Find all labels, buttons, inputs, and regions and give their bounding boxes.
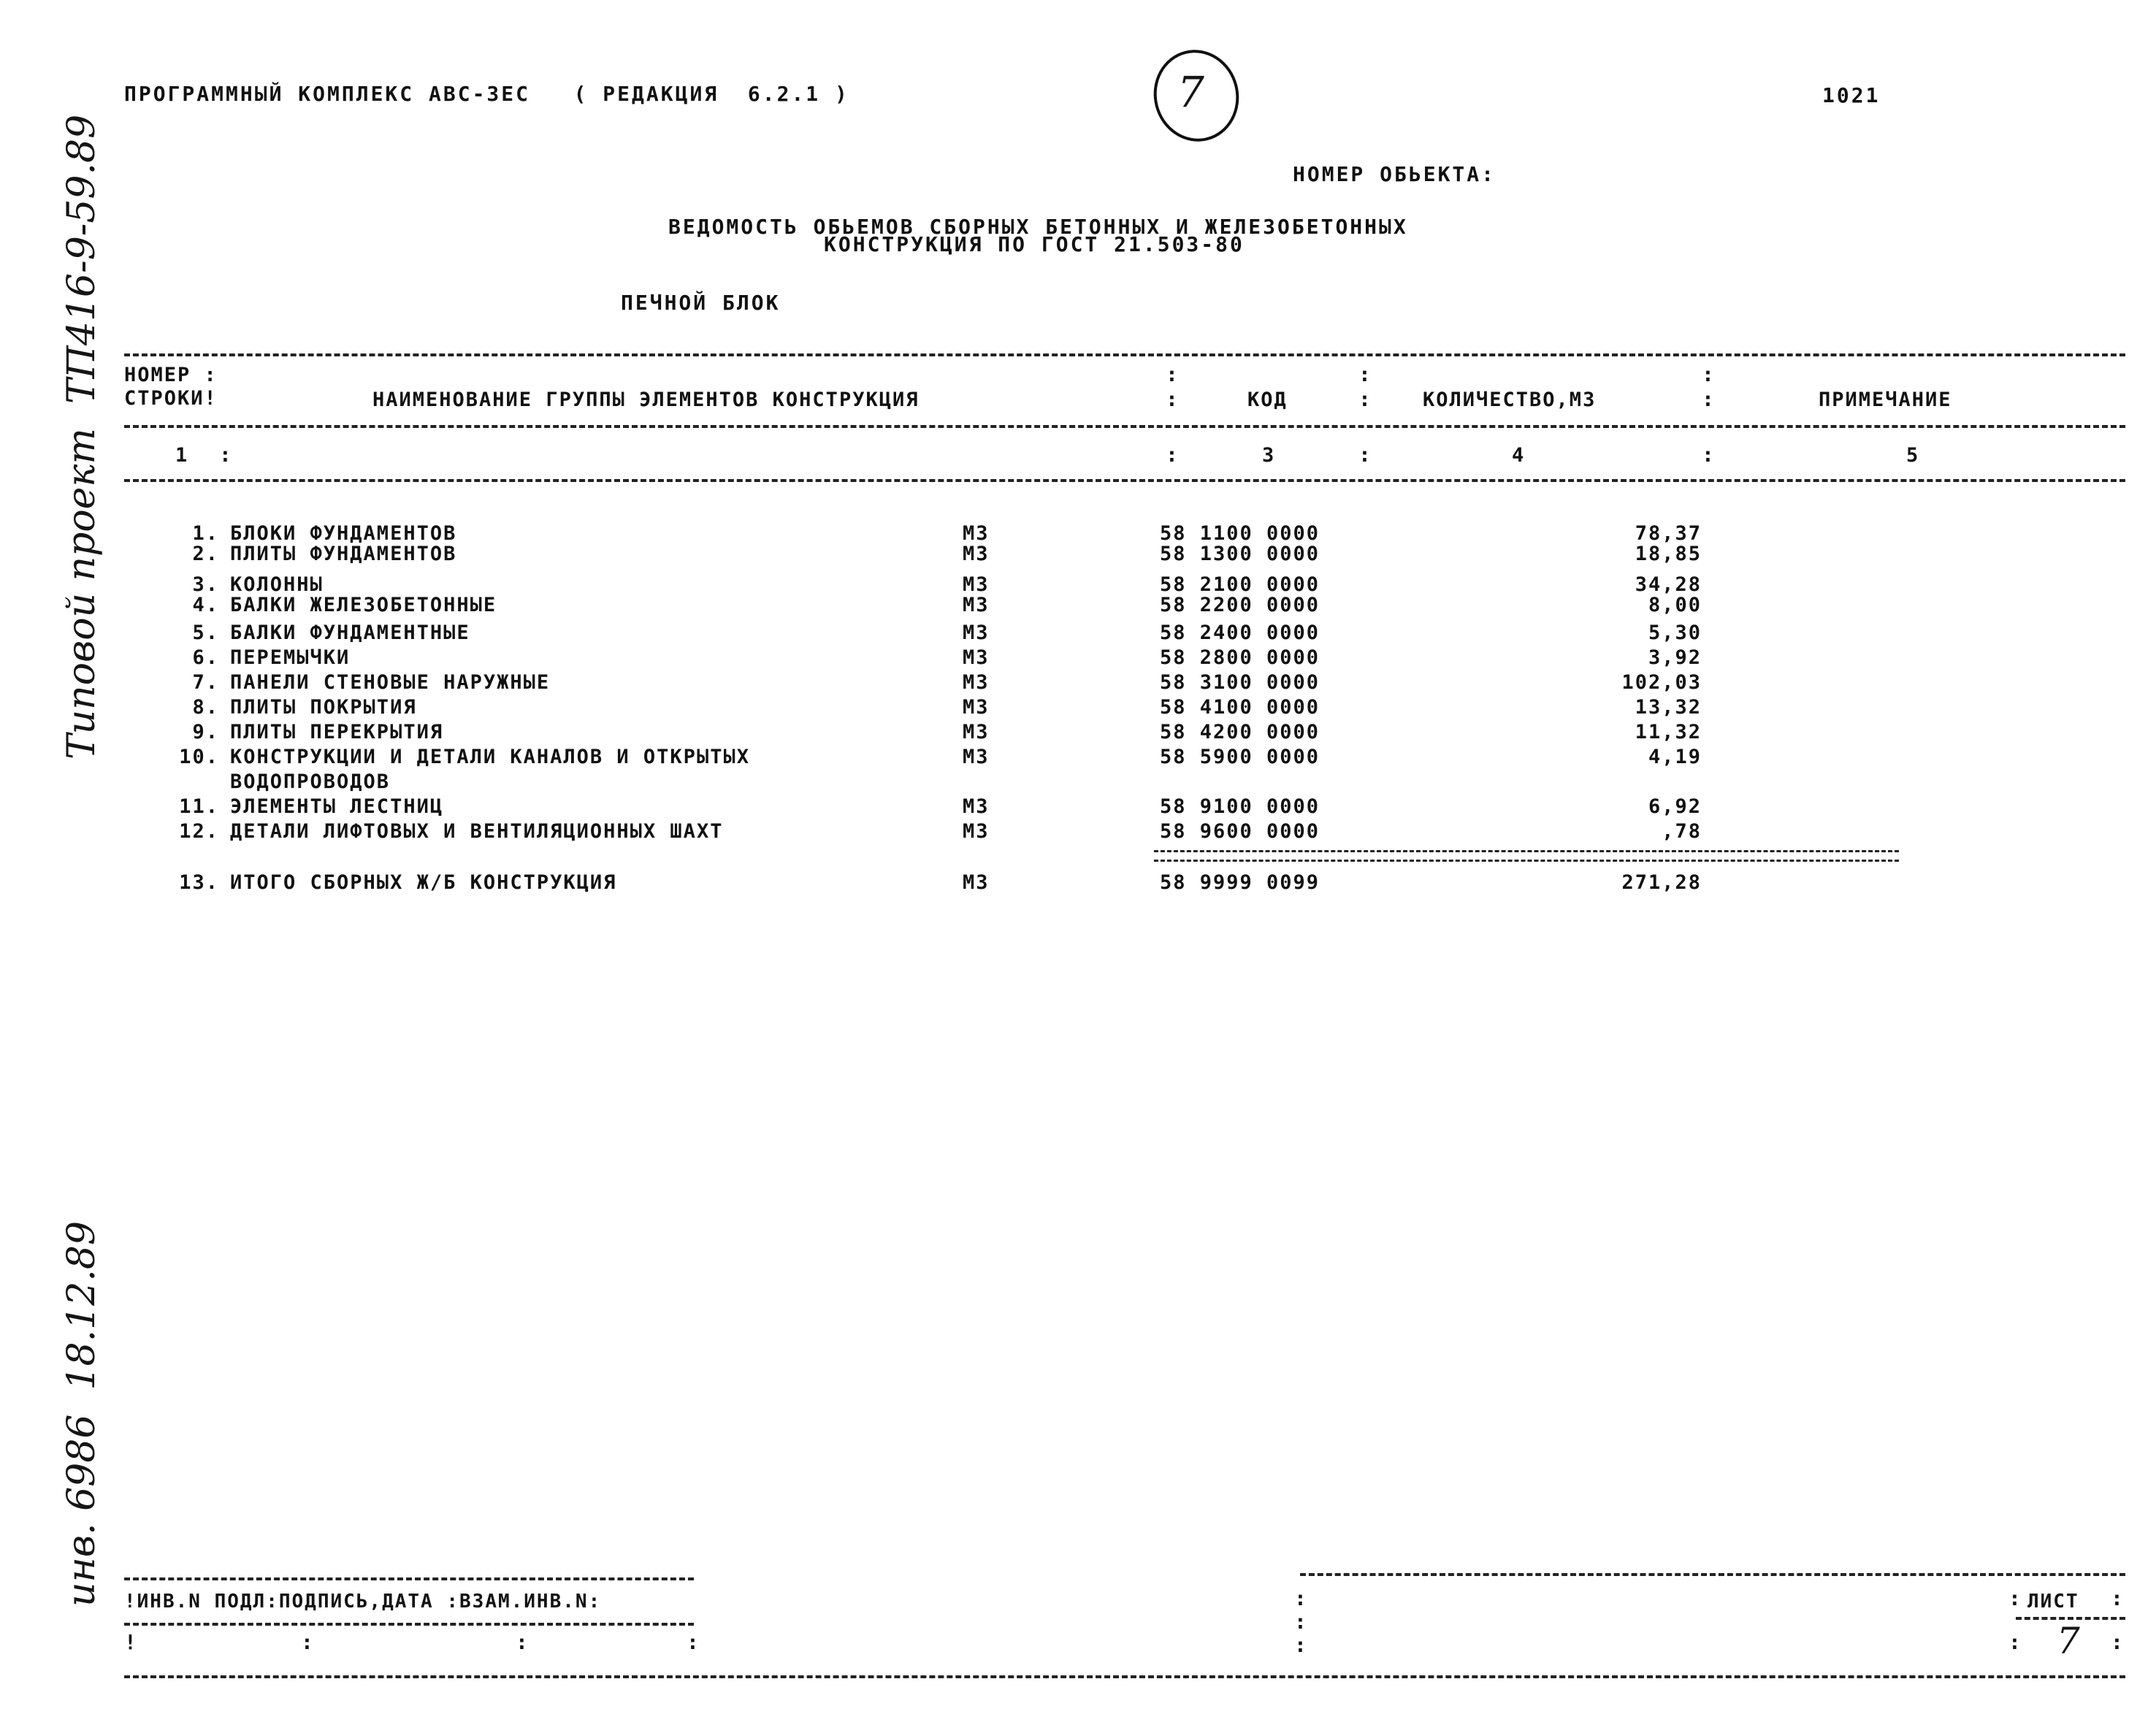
table-row	[0, 670, 2156, 695]
document-title-line1: ВЕДОМОСТЬ ОБЬЕМОВ СБОРНЫХ БЕТОННЫХ И ЖЕЛЕЗОБЕТОННЫХ	[668, 215, 1408, 239]
total-number: 13.	[179, 871, 219, 894]
row-code: 58 2400 0000	[1160, 621, 1320, 644]
row-code: 58 9100 0000	[1160, 795, 1320, 818]
row-unit: М3	[963, 820, 990, 843]
footer-separator: :	[2008, 1630, 2021, 1654]
footer-separator: :	[687, 1630, 699, 1654]
row-quantity: 34,28	[1635, 573, 1702, 596]
row-unit: М3	[963, 522, 990, 545]
table-row	[0, 795, 2156, 819]
row-unit: М3	[963, 646, 990, 669]
footer-separator: !	[124, 1630, 137, 1654]
program-header: ПРОГРАММНЫЙ КОМПЛЕКС АВС-ЗЕС ( РЕДАКЦИЯ 6.2.1 )	[124, 82, 849, 106]
row-code: 58 4200 0000	[1160, 721, 1320, 743]
sheet-number: 7	[2057, 1620, 2080, 1662]
row-unit: М3	[963, 573, 990, 596]
table-total-row	[0, 871, 2156, 895]
footer-left-top-border	[124, 1577, 694, 1580]
header-separator: :	[1358, 387, 1371, 411]
row-number: 10.	[179, 746, 219, 768]
row-number: 2.	[192, 543, 219, 565]
row-unit: М3	[963, 543, 990, 565]
row-unit: М3	[963, 696, 990, 719]
footer-separator: :	[1294, 1633, 1307, 1657]
colnum-separator: :	[1358, 443, 1371, 467]
header-name: НАИМЕНОВАНИЕ ГРУППЫ ЭЛЕМЕНТОВ КОНСТРУКЦИЯ	[372, 389, 920, 411]
row-number: 6.	[192, 646, 219, 669]
row-number: 12.	[179, 820, 219, 843]
row-number: 1.	[192, 522, 219, 545]
row-quantity: 18,85	[1635, 543, 1702, 565]
row-code: 58 2100 0000	[1160, 573, 1320, 596]
footer-separator: :	[2111, 1586, 2123, 1610]
row-name: ЭЛЕМЕНТЫ ЛЕСТНИЦ	[230, 795, 444, 818]
row-code: 58 2200 0000	[1160, 594, 1320, 616]
header-quantity: КОЛИЧЕСТВО,М3	[1423, 389, 1597, 411]
table-row	[0, 745, 2156, 770]
table-row-continuation	[0, 770, 2156, 795]
row-name-continuation: ВОДОПРОВОДОВ	[230, 770, 391, 793]
row-code: 58 4100 0000	[1160, 696, 1320, 719]
footer-separator: :	[2111, 1630, 2123, 1654]
colnum-separator: :	[1702, 443, 1714, 467]
total-quantity: 271,28	[1621, 871, 1702, 894]
row-name: БАЛКИ ФУНДАМЕНТНЫЕ	[230, 621, 470, 644]
table-row	[0, 621, 2156, 646]
row-unit: М3	[963, 746, 990, 768]
header-separator: :	[1166, 387, 1178, 411]
row-code: 58 9600 0000	[1160, 820, 1320, 843]
row-number: 11.	[179, 795, 219, 818]
row-name: КОНСТРУКЦИИ И ДЕТАЛИ КАНАЛОВ И ОТКРЫТЫХ	[230, 746, 750, 768]
colnum-separator: :	[1166, 443, 1178, 467]
row-quantity: 102,03	[1621, 671, 1702, 694]
column-number-3: 3	[1262, 444, 1276, 467]
margin-note-inventory: инв. 6986 18.12.89	[60, 1220, 104, 1607]
row-quantity: 3,92	[1648, 646, 1702, 669]
header-separator: :	[1702, 387, 1714, 411]
row-name: ПЛИТЫ ПОКРЫТИЯ	[230, 696, 417, 719]
row-quantity: 78,37	[1635, 522, 1702, 545]
total-unit: М3	[963, 871, 990, 894]
footer-separator: :	[1294, 1610, 1307, 1634]
header-row-number-line2: СТРОКИ!	[124, 387, 218, 410]
row-name: БЛОКИ ФУНДАМЕНТОВ	[230, 522, 457, 545]
table-row	[0, 720, 2156, 745]
footer-separator: :	[1294, 1586, 1307, 1610]
row-code: 58 5900 0000	[1160, 746, 1320, 768]
table-top-border	[124, 353, 2125, 356]
column-number-4: 4	[1512, 444, 1526, 467]
page-number: 1021	[1822, 83, 1881, 107]
row-quantity: 4,19	[1648, 746, 1702, 768]
footer-right-top-border	[1300, 1573, 2125, 1576]
row-code: 58 3100 0000	[1160, 671, 1320, 694]
row-quantity: 8,00	[1648, 594, 1702, 616]
object-number-label: НОМЕР ОБЬЕКТА:	[1293, 162, 1496, 186]
table-row	[0, 646, 2156, 670]
row-name: ПЛИТЫ ПЕРЕКРЫТИЯ	[230, 721, 444, 743]
row-code: 58 1100 0000	[1160, 522, 1320, 545]
row-name: ПАНЕЛИ СТЕНОВЫЕ НАРУЖНЫЕ	[230, 671, 551, 694]
row-quantity: 5,30	[1648, 621, 1702, 644]
table-row	[0, 819, 2156, 844]
colnum-separator: :	[219, 443, 232, 467]
row-unit: М3	[963, 795, 990, 818]
table-row	[0, 695, 2156, 720]
footer-separator: :	[301, 1630, 313, 1654]
column-number-5: 5	[1906, 444, 1920, 467]
row-quantity: ,78	[1662, 820, 1702, 843]
row-name: ПЕРЕМЫЧКИ	[230, 646, 351, 669]
table-row	[0, 542, 2156, 567]
document-title-line2: КОНСТРУКЦИЯ ПО ГОСТ 21.503-80	[824, 232, 1245, 256]
row-number: 4.	[192, 594, 219, 616]
sheet-label: ЛИСТ	[2027, 1591, 2079, 1613]
table-colnum-border	[124, 479, 2125, 482]
footer-separator: :	[516, 1630, 528, 1654]
row-unit: М3	[963, 594, 990, 616]
row-unit: М3	[963, 721, 990, 743]
row-name: ПЛИТЫ ФУНДАМЕНТОВ	[230, 543, 457, 565]
row-code: 58 2800 0000	[1160, 646, 1320, 669]
row-quantity: 13,32	[1635, 696, 1702, 719]
row-number: 5.	[192, 621, 219, 644]
header-separator: :	[1702, 362, 1714, 386]
table-header-border	[124, 425, 2125, 428]
row-name: БАЛКИ ЖЕЛЕЗОБЕТОННЫЕ	[230, 594, 497, 616]
section-title: ПЕЧНОЙ БЛОК	[621, 291, 781, 315]
row-code: 58 1300 0000	[1160, 543, 1320, 565]
row-number: 8.	[192, 696, 219, 719]
header-separator: :	[1166, 362, 1178, 386]
header-separator: :	[1358, 362, 1371, 386]
margin-note-project: Типовой проект ТП416-9-59.89	[60, 114, 104, 760]
circle-stamp-number: 7	[1177, 67, 1204, 117]
row-name: КОЛОННЫ	[230, 573, 324, 596]
header-row-number-line1: НОМЕР :	[124, 364, 218, 386]
row-quantity: 6,92	[1648, 795, 1702, 818]
row-name: ДЕТАЛИ ЛИФТОВЫХ И ВЕНТИЛЯЦИОННЫХ ШАХТ	[230, 820, 724, 843]
row-unit: М3	[963, 671, 990, 694]
footer-separator: :	[2008, 1586, 2021, 1610]
footer-inv-label: !ИНВ.N ПОДЛ:ПОДПИСЬ,ДАТА :ВЗАМ.ИНВ.N:	[124, 1591, 602, 1613]
footer-left-mid-border	[124, 1623, 694, 1626]
total-name: ИТОГО СБОРНЫХ Ж/Б КОНСТРУКЦИЯ	[230, 871, 617, 894]
table-row	[0, 593, 2156, 618]
column-number-1: 1	[175, 444, 189, 467]
row-number: 3.	[192, 573, 219, 596]
row-number: 9.	[192, 721, 219, 743]
row-number: 7.	[192, 671, 219, 694]
total-separator	[1154, 850, 1899, 862]
header-note: ПРИМЕЧАНИЕ	[1819, 389, 1952, 411]
header-code: КОД	[1247, 389, 1288, 411]
row-unit: М3	[963, 621, 990, 644]
footer-bottom-border	[124, 1675, 2125, 1678]
row-quantity: 11,32	[1635, 721, 1702, 743]
total-code: 58 9999 0099	[1160, 871, 1320, 894]
